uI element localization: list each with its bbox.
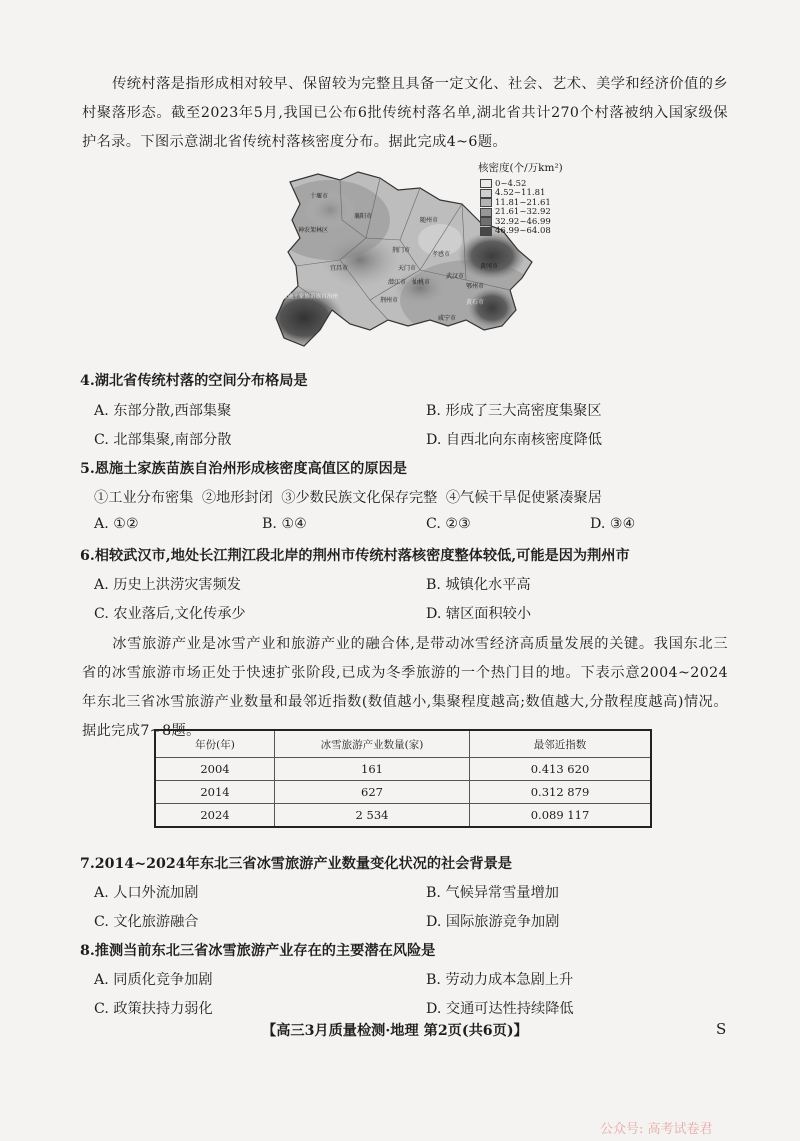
table-cell: 2 534: [275, 804, 470, 828]
passage-ice-snow-tourism: 冰雪旅游产业是冰雪产业和旅游产业的融合体,是带动冰雪经济高质量发展的关键。我国东北三省的冰雪旅游市场正处于快速扩张阶段,已成为冬季旅游的一个热门目的地。下表示意2004~2024年东北三省冰雪旅游产业数量和最邻近指数(数值越小,集聚程度越高;数值越大,分散程度越高)情况。据此完成7~8题。: [82, 636, 728, 739]
q8-option-a[interactable]: A. 同质化竞争加剧: [94, 972, 213, 988]
map-label-shennongjia: 神农架林区: [298, 227, 329, 234]
map-label-ezhou: 鄂州市: [466, 283, 485, 290]
q7-option-d[interactable]: D. 国际旅游竞争加剧: [426, 914, 560, 930]
q8-option-b[interactable]: B. 劳动力成本急剧上升: [426, 972, 574, 988]
corner-mark: S: [716, 1020, 727, 1038]
legend-item: [480, 227, 586, 237]
table-header-year: 年份(年): [155, 730, 275, 758]
legend-swatch: [480, 179, 492, 188]
table-cell: 0.089 117: [470, 804, 652, 828]
legend-label: 11.81~21.61: [495, 197, 551, 208]
table-cell: 0.413 620: [470, 758, 652, 781]
map-label-jingzhou: 荆州市: [380, 297, 399, 304]
legend-label: 32.92~46.99: [495, 216, 551, 227]
map-label-suizhou: 随州市: [420, 217, 439, 224]
legend-label: 21.61~32.92: [495, 207, 551, 218]
table-row: [155, 804, 651, 828]
legend-swatch: [480, 198, 492, 207]
legend-label: 46.99~64.08: [495, 226, 551, 237]
map-label-xiangyang: 襄阳市: [354, 213, 373, 220]
map-label-shiyan: 十堰市: [310, 193, 329, 200]
question-5-stem: 5.恩施土家族苗族自治州形成核密度高值区的原因是: [80, 461, 407, 477]
q4-option-c[interactable]: C. 北部集聚,南部分散: [94, 432, 232, 448]
q8-option-c[interactable]: C. 政策扶持力弱化: [94, 1001, 213, 1017]
legend-title: 核密度(个/万km²): [478, 162, 563, 174]
legend-swatch: [480, 227, 492, 236]
legend-item: [480, 189, 586, 199]
q5-statements: ①工业分布密集 ②地形封闭 ③少数民族文化保存完整 ④气候干旱促使紧凑聚居: [94, 490, 602, 506]
q8-option-d[interactable]: D. 交通可达性持续降低: [426, 1001, 574, 1017]
legend-swatch: [480, 208, 492, 217]
table-cell: 627: [275, 781, 470, 804]
map-label-jingmen: 荆门市: [392, 247, 411, 254]
map-label-xiaogan: 孝感市: [432, 251, 451, 258]
table-header-nni: 最邻近指数: [470, 730, 652, 758]
q6-option-a[interactable]: A. 历史上洪涝灾害频发: [94, 577, 241, 593]
map-legend: [476, 160, 586, 236]
table-cell: 161: [275, 758, 470, 781]
legend-swatch: [480, 189, 492, 198]
map-label-wuhan: 武汉市: [446, 273, 465, 280]
map-label-enshi: 恩施土家族苗族自治州: [282, 294, 338, 300]
legend-item: [480, 198, 586, 208]
map-label-tianmen: 天门市: [398, 265, 417, 272]
q5-option-a[interactable]: A. ①②: [94, 516, 139, 532]
q7-option-a[interactable]: A. 人口外流加剧: [94, 885, 199, 901]
q5-option-c[interactable]: C. ②③: [426, 516, 471, 532]
q4-option-b[interactable]: B. 形成了三大高密度集聚区: [426, 403, 602, 419]
map-label-xiantao: 仙桃市: [412, 279, 431, 286]
legend-rows: [476, 179, 586, 236]
map-label-xianning: 咸宁市: [438, 315, 457, 322]
question-6-stem: 6.相较武汉市,地处长江荆江段北岸的荆州市传统村落核密度整体较低,可能是因为荆州市: [80, 548, 630, 564]
table-cell: 0.312 879: [470, 781, 652, 804]
q6-option-b[interactable]: B. 城镇化水平高: [426, 577, 531, 593]
q7-option-b[interactable]: B. 气候异常雪量增加: [426, 885, 559, 901]
q5-option-d[interactable]: D. ③④: [590, 516, 636, 532]
legend-swatch: [480, 217, 492, 226]
legend-item: [480, 179, 586, 189]
map-label-yichang: 宜昌市: [330, 265, 349, 272]
question-4-stem: 4.湖北省传统村落的空间分布格局是: [80, 373, 308, 389]
table-cell: 2024: [155, 804, 275, 828]
table-cell: 2014: [155, 781, 275, 804]
map-label-huanggang: 黄冈市: [480, 263, 499, 270]
q7-option-c[interactable]: C. 文化旅游融合: [94, 914, 199, 930]
question-7-stem: 7.2014~2024年东北三省冰雪旅游产业数量变化状况的社会背景是: [80, 856, 512, 872]
map-label-huangshi: 黄石市: [466, 299, 485, 306]
question-8-stem: 8.推测当前东北三省冰雪旅游产业存在的主要潜在风险是: [80, 943, 436, 959]
q6-option-d[interactable]: D. 辖区面积较小: [426, 606, 532, 622]
q4-option-a[interactable]: A. 东部分散,西部集聚: [94, 403, 232, 419]
legend-label: 4.52~11.81: [495, 188, 546, 199]
q6-option-c[interactable]: C. 农业落后,文化传承少: [94, 606, 246, 622]
tourism-data-table: [154, 729, 652, 828]
q4-option-d[interactable]: D. 自西北向东南核密度降低: [426, 432, 602, 448]
table-row: [155, 758, 651, 781]
legend-item: [480, 208, 586, 218]
watermark: 公众号: 高考试卷君: [600, 1122, 713, 1137]
map-label-qianjiang: 潜江市: [388, 279, 407, 286]
legend-item: [480, 217, 586, 227]
legend-label: 0~4.52: [495, 178, 527, 189]
table-row: [155, 781, 651, 804]
q5-option-b[interactable]: B. ①④: [262, 516, 307, 532]
table-header-count: 冰雪旅游产业数量(家): [275, 730, 470, 758]
passage-traditional-villages: 传统村落是指形成相对较早、保留较为完整且具备一定文化、社会、艺术、美学和经济价值的乡村聚落形态。截至2023年5月,我国已公布6批传统村落名单,湖北省共计270个村落被纳入国家级保护名录。下图示意湖北省传统村落核密度分布。据此完成4~6题。: [82, 76, 728, 150]
table-cell: 2004: [155, 758, 275, 781]
table-header-row: [155, 730, 651, 758]
page-footer: 【高三3月质量检测·地理 第2页(共6页)】: [262, 1023, 528, 1039]
